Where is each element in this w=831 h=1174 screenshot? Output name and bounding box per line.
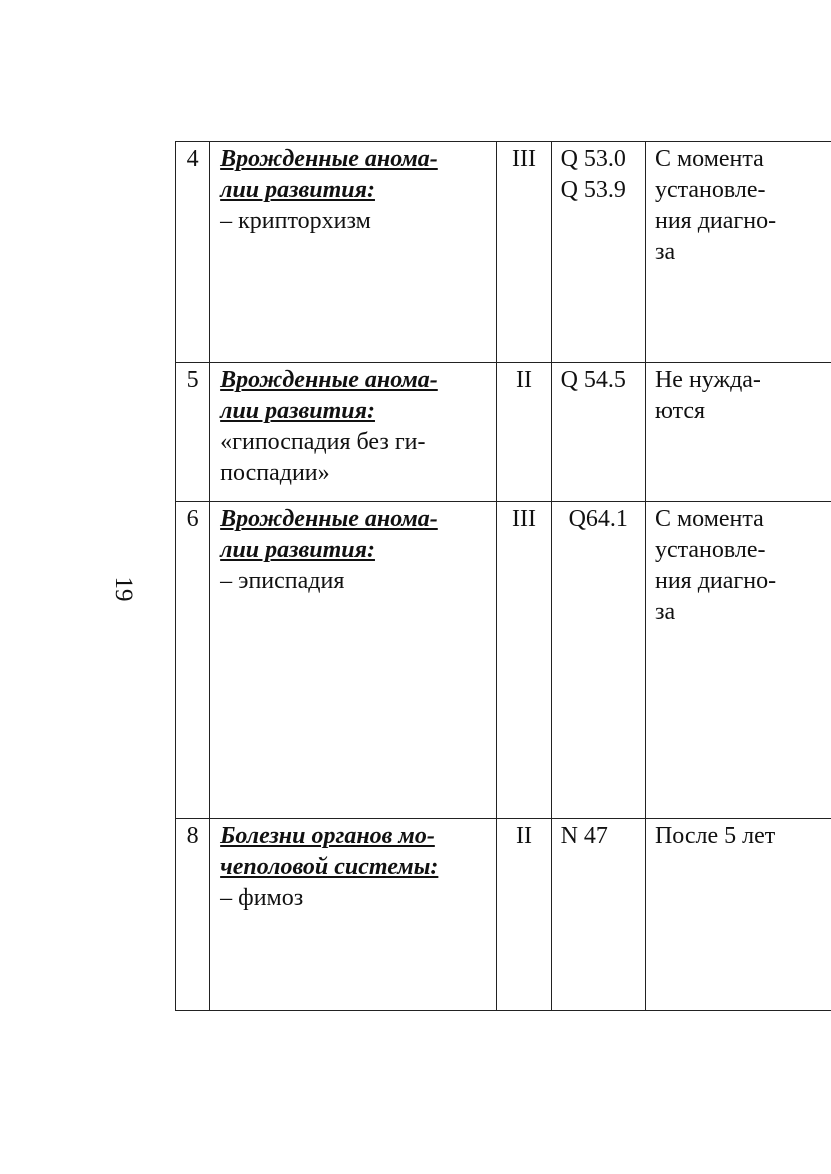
icd-code-cell — [551, 142, 645, 363]
group-value: II — [515, 367, 532, 393]
icd-code: Q64.1 — [568, 506, 628, 532]
icd-code-cell — [551, 819, 645, 1011]
diagnosis-title-line: чеполовой системы: — [220, 854, 439, 880]
row-number: 5 — [186, 367, 199, 393]
term-line: Не нужда- — [654, 367, 761, 393]
term-line: ния диагно- — [654, 208, 777, 234]
term-line: С момента — [654, 506, 764, 532]
group-value: III — [511, 146, 536, 172]
row-number: 4 — [186, 146, 199, 172]
diagnosis-cell — [210, 142, 497, 363]
document-table-frame — [175, 141, 831, 1015]
group-cell — [497, 142, 551, 363]
row-number: 6 — [186, 506, 199, 532]
icd-code: Q 53.9 — [560, 177, 626, 203]
row-number-cell — [176, 502, 210, 819]
page-number: 19 — [110, 576, 137, 602]
diagnosis-title-line: лии развития: — [220, 537, 375, 563]
diagnosis-title-line: Врожденные аномa- — [220, 146, 438, 172]
icd-code-cell — [551, 502, 645, 819]
table-row — [176, 142, 831, 363]
diagnosis-title-line: Врожденные анома- — [220, 367, 438, 393]
table-row — [176, 819, 831, 1011]
icd-code: Q 53.0 — [560, 146, 626, 172]
term-line: ются — [654, 398, 706, 424]
term-line: за — [654, 239, 676, 265]
diagnosis-description-line: – крипторхизм — [220, 208, 371, 234]
term-line: установле- — [654, 177, 766, 203]
diagnosis-description-line: «гипоспадия без ги- — [220, 429, 426, 455]
icd-code: N 47 — [560, 823, 608, 849]
row-number-cell — [176, 819, 210, 1011]
table-row — [176, 502, 831, 819]
disease-table — [175, 141, 831, 1011]
diagnosis-description-line: поспадии» — [220, 460, 330, 486]
group-cell — [497, 819, 551, 1011]
term-line: После 5 лет — [654, 823, 776, 849]
icd-code-cell — [551, 363, 645, 502]
diagnosis-description-line: – фимоз — [220, 885, 304, 911]
diagnosis-cell — [210, 819, 497, 1011]
diagnosis-description-line: – эписпадия — [220, 568, 345, 594]
diagnosis-title-line: Болезни органов мо- — [220, 823, 435, 849]
group-value: III — [511, 506, 536, 532]
term-line: ния диагно- — [654, 568, 777, 594]
term-line: за — [654, 599, 676, 625]
group-value: II — [515, 823, 532, 849]
table-row — [176, 363, 831, 502]
term-line: установле- — [654, 537, 766, 563]
diagnosis-cell — [210, 502, 497, 819]
group-cell — [497, 363, 551, 502]
term-cell — [645, 819, 831, 1011]
term-cell — [645, 502, 831, 819]
diagnosis-cell — [210, 363, 497, 502]
diagnosis-title-line: лии развития: — [220, 177, 375, 203]
diagnosis-title-line: Врожденные анома- — [220, 506, 438, 532]
diagnosis-title-line: лии развития: — [220, 398, 375, 424]
term-line: С момента — [654, 146, 764, 172]
row-number-cell — [176, 142, 210, 363]
term-cell — [645, 363, 831, 502]
group-cell — [497, 502, 551, 819]
row-number: 8 — [186, 823, 199, 849]
term-cell — [645, 142, 831, 363]
row-number-cell — [176, 363, 210, 502]
icd-code: Q 54.5 — [560, 367, 626, 393]
